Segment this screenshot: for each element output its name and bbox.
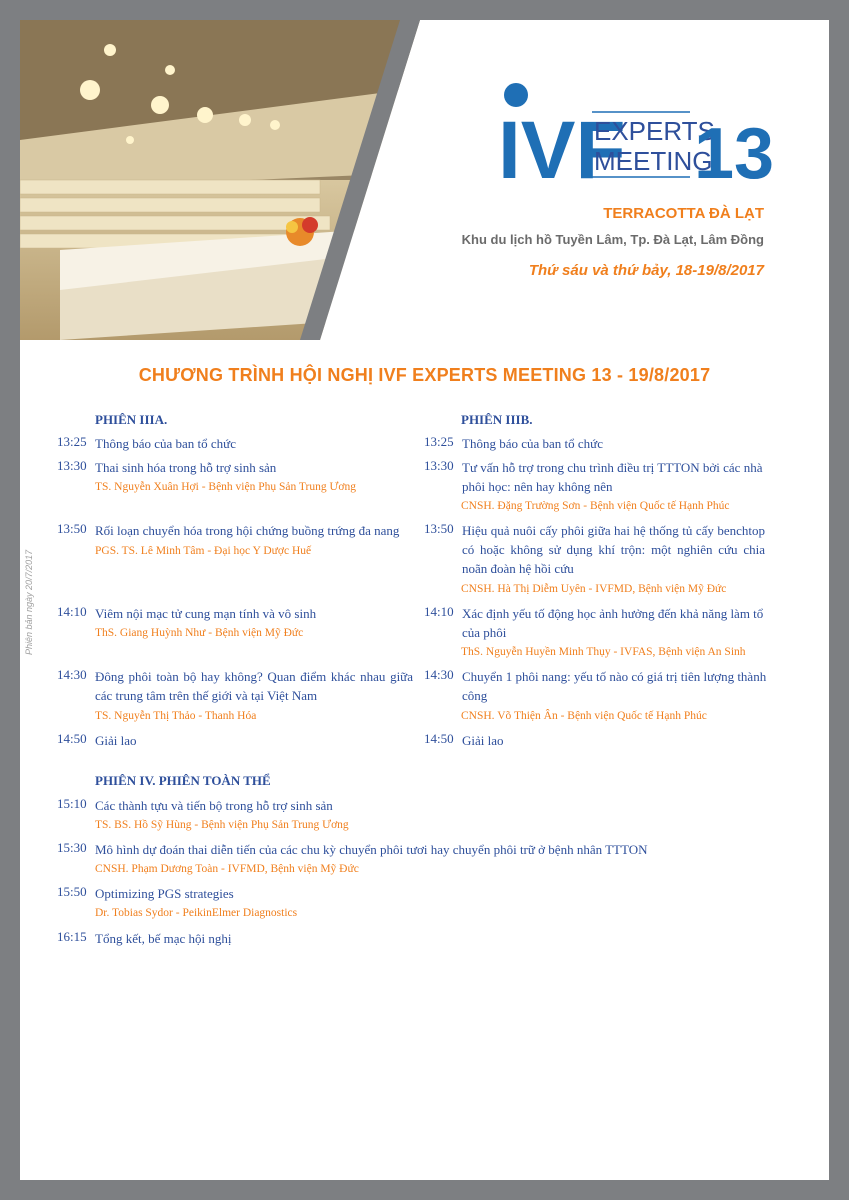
row-talk: Tổng kết, bế mạc hội nghị — [95, 931, 232, 946]
row-talk: Optimizing PGS strategies — [95, 886, 234, 901]
row-time: 16:15 — [57, 929, 87, 944]
page-title: CHƯƠNG TRÌNH HỘI NGHỊ IVF EXPERTS MEETING 13 - 19/8/2017 — [138, 365, 711, 385]
row-talk: Giải lao — [462, 733, 504, 748]
row-talk: Đông phôi toàn bộ hay không? Quan điểm khác nhau giữa các trung tâm trên thế giới và tại Việt Nam — [95, 669, 413, 703]
row-talk: Viêm nội mạc tử cung mạn tính và vô sinh — [95, 606, 317, 621]
venue-name: TERRACOTTA ĐÀ LẠT — [603, 205, 764, 222]
logo-letters: IVF — [498, 105, 626, 190]
row-time: 14:30 — [57, 667, 87, 682]
logo-dot-icon — [504, 83, 528, 107]
schedule-row — [424, 434, 769, 453]
schedule-row — [424, 604, 769, 642]
row-speaker: ThS. Nguyễn Huyền Minh Thụy - IVFAS, Bệnh viện An Sinh — [461, 646, 746, 658]
row-time: 13:30 — [57, 458, 87, 473]
row-talk: Tư vấn hỗ trợ trong chu trình điều trị TTTON bởi các nhà phôi học: nên hay không nên — [462, 460, 763, 494]
row-time: 14:50 — [424, 731, 454, 746]
row-speaker: CNSH. Đặng Trường Sơn - Bệnh viện Quốc tế Hạnh Phúc — [461, 500, 730, 512]
schedule-row — [57, 929, 757, 948]
row-talk: Chuyển 1 phôi nang: yếu tố nào có giá trị tiên lượng thành công — [462, 669, 767, 703]
schedule-row — [424, 521, 769, 578]
row-time: 14:50 — [57, 731, 87, 746]
row-time: 14:10 — [424, 604, 454, 619]
row-speaker: PGS. TS. Lê Minh Tâm - Đại học Y Dược Huế — [95, 545, 312, 557]
row-time: 13:25 — [57, 434, 87, 449]
row-talk: Hiệu quả nuôi cấy phôi giữa hai hệ thống tủ cấy benchtop có hoặc không sử dụng khí trộn: một nghiên cứu chia noãn đoàn hệ hồi cứu — [462, 523, 765, 576]
row-talk: Thai sinh hóa trong hỗ trợ sinh sản — [95, 460, 277, 475]
session-b-heading: PHIÊN IIIB. — [461, 412, 533, 427]
row-speaker: TS. BS. Hồ Sỹ Hùng - Bệnh viện Phụ Sản Trung Ương — [95, 819, 349, 831]
row-speaker: CNSH. Hà Thị Diễm Uyên - IVFMD, Bệnh viện Mỹ Đức — [461, 583, 727, 595]
schedule-row — [57, 458, 417, 477]
row-time: 15:50 — [57, 884, 87, 899]
row-time: 13:50 — [57, 521, 87, 536]
event-dates: Thứ sáu và thứ bảy, 18-19/8/2017 — [528, 262, 764, 279]
schedule-row — [57, 731, 417, 750]
row-time: 13:30 — [424, 458, 454, 473]
ivf-experts-meeting-logo — [494, 80, 784, 190]
conference-hall-photo — [20, 20, 480, 340]
row-talk: Thông báo của ban tổ chức — [462, 436, 603, 451]
schedule-row — [424, 667, 769, 705]
row-time: 14:30 — [424, 667, 454, 682]
row-talk: Mô hình dự đoán thai diễn tiến của các chu kỳ chuyển phôi tươi hay chuyển phôi trữ ở bệnh nhân TTTON — [95, 842, 648, 857]
row-talk: Giải lao — [95, 733, 137, 748]
row-speaker: TS. Nguyễn Xuân Hợi - Bệnh viện Phụ Sản Trung Ương — [95, 481, 356, 493]
schedule-row — [57, 840, 777, 859]
row-time: 15:30 — [57, 840, 87, 855]
row-time: 13:50 — [424, 521, 454, 536]
row-speaker: CNSH. Phạm Dương Toàn - IVFMD, Bệnh viện Mỹ Đức — [95, 863, 359, 875]
row-time: 14:10 — [57, 604, 87, 619]
schedule-row — [57, 521, 437, 540]
schedule-row — [57, 796, 757, 815]
schedule-row — [57, 434, 417, 453]
row-speaker: Dr. Tobias Sydor - PeikinElmer Diagnostics — [95, 907, 298, 919]
row-time: 13:25 — [424, 434, 454, 449]
version-note: Phiên bản ngày 20/7/2017 — [24, 549, 34, 655]
schedule-row — [57, 604, 417, 623]
row-speaker: CNSH. Võ Thiện Ân - Bệnh viện Quốc tế Hạnh Phúc — [461, 710, 707, 722]
row-talk: Thông báo của ban tổ chức — [95, 436, 236, 451]
row-speaker: ThS. Giang Huỳnh Như - Bệnh viện Mỹ Đức — [95, 627, 304, 639]
row-time: 15:10 — [57, 796, 87, 811]
row-talk: Các thành tựu và tiến bộ trong hỗ trợ sinh sản — [95, 798, 333, 813]
schedule-row — [424, 731, 769, 750]
schedule-row — [57, 884, 757, 903]
row-speaker: TS. Nguyễn Thị Thảo - Thanh Hóa — [95, 710, 257, 722]
logo-line1: EXPERTS — [594, 116, 715, 146]
logo-line2: MEETING — [594, 146, 713, 176]
venue-address: Khu du lịch hồ Tuyền Lâm, Tp. Đà Lạt, Lâm Đồng — [461, 232, 764, 247]
session-iv-heading: PHIÊN IV. PHIÊN TOÀN THỂ — [95, 773, 271, 788]
schedule-row — [57, 667, 413, 705]
row-talk: Rối loạn chuyển hóa trong hội chứng buồng trứng đa nang — [95, 523, 400, 538]
row-talk: Xác định yếu tố động học ảnh hưởng đến khả năng làm tổ của phôi — [462, 606, 764, 640]
logo-number: 13 — [694, 114, 775, 190]
session-a-heading: PHIÊN IIIA. — [95, 412, 168, 427]
schedule-row — [424, 458, 769, 496]
